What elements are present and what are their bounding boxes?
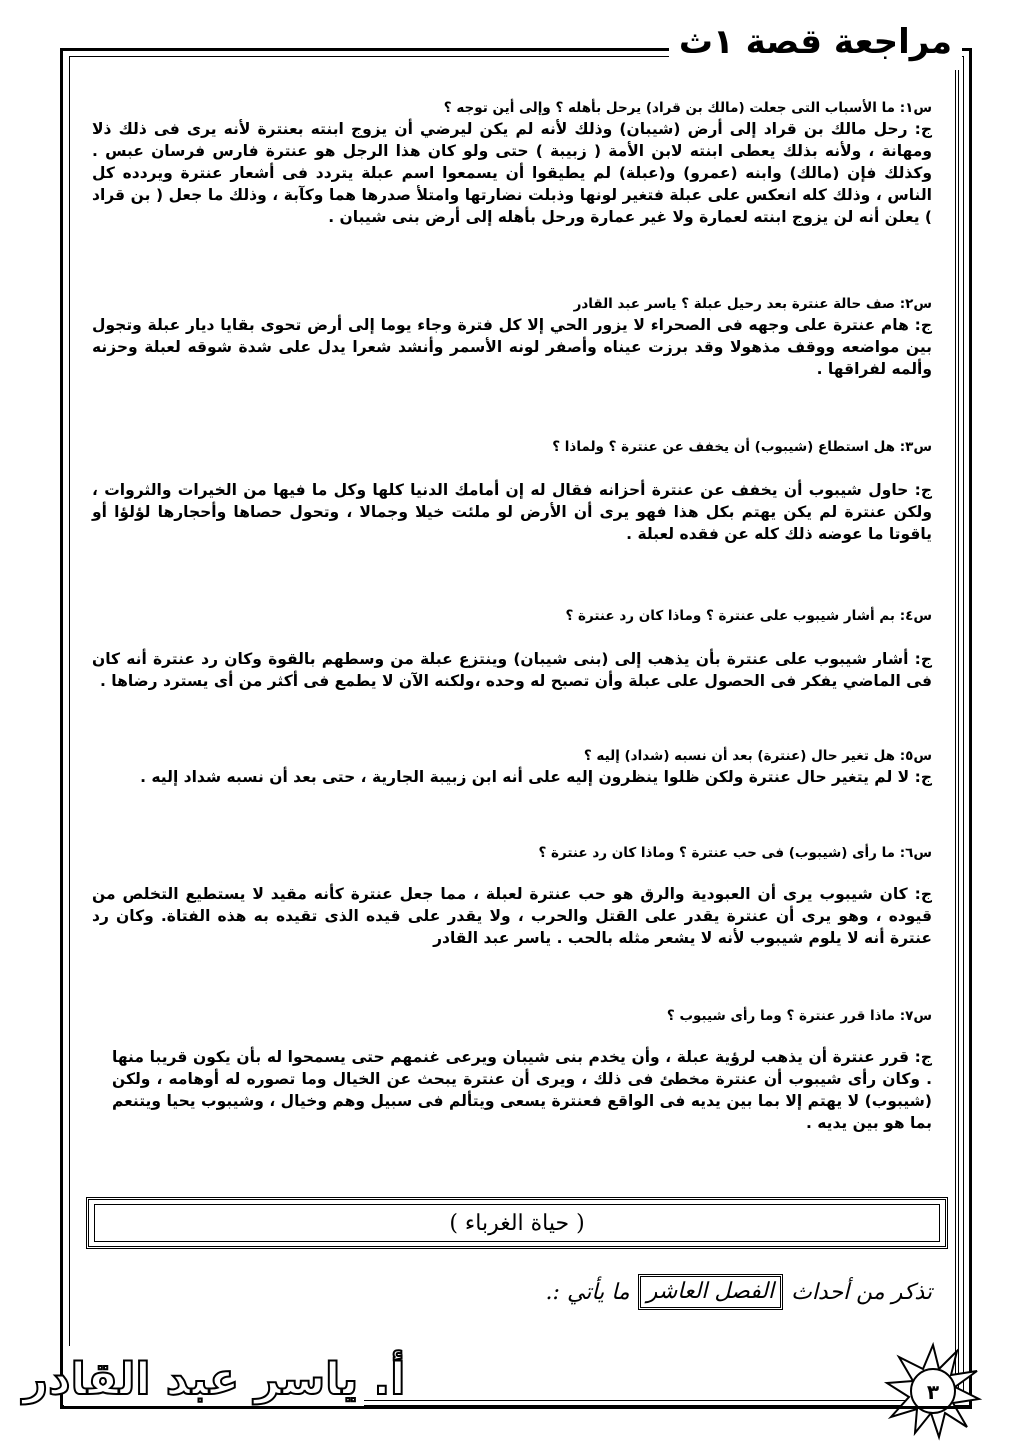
answer-label: ج: bbox=[914, 481, 932, 499]
chapter-banner bbox=[94, 1204, 940, 1242]
question-text: س٦: ما رأى (شيبوب) فى حب عنترة ؟ وماذا كان رد عنترة ؟ bbox=[538, 845, 932, 861]
qa-block-2 bbox=[92, 294, 932, 380]
answer-text bbox=[92, 766, 932, 788]
answer-label: ج: bbox=[914, 316, 933, 334]
answer-text bbox=[92, 118, 932, 228]
question-text: س١: ما الأسباب التى جعلت (مالك بن قراد) يرحل بأهله ؟ وإلى أين توجه ؟ bbox=[443, 100, 932, 116]
signature-text: أ. ياسر عبد القادر bbox=[22, 1354, 406, 1405]
chapter-banner-text: ( حياة الغرباء ) bbox=[449, 1210, 585, 1236]
qa-block-6 bbox=[92, 843, 932, 949]
question-text: س٤: بم أشار شيبوب على عنترة ؟ وماذا كان رد عنترة ؟ bbox=[565, 608, 932, 624]
qa-block-4 bbox=[92, 606, 932, 692]
page-border-right-double bbox=[955, 56, 959, 1401]
qa-block-7 bbox=[92, 1006, 932, 1134]
chapter-name-box: الفصل العاشر bbox=[638, 1274, 783, 1310]
intro-line bbox=[546, 1274, 932, 1310]
question-text: س٥: هل تغير حال (عنترة) بعد أن نسبه (شداد) إليه ؟ bbox=[583, 748, 932, 764]
answer-text bbox=[92, 648, 932, 692]
intro-after: ما يأتي :. bbox=[545, 1279, 630, 1305]
qa-block-3 bbox=[92, 437, 932, 545]
answer-body: أشار شيبوب على عنترة بأن يذهب إلى (بنى شيبان) وينتزع عبلة من وسطهم بالقوة وكان رد عنترة أنه كان فى الماضي يفكر فى الحصول على عبلة وأن تصبح له وحده ،ولكنه الآن لا يطمع فى أكثر من أى يسترد رضاها . bbox=[92, 650, 932, 690]
answer-body: قرر عنترة أن يذهب لرؤية عبلة ، وأن يخدم بنى شيبان ويرعى غنمهم حتى يسمحوا له بأن يكون قريبا منها . وكان رأى شيبوب أن عنترة مخطئ فى ذلك ، ويرى أن عنترة يبحث عن الخيال وما تصوره له أوهامه ، ولكن (شيبوب) لا يهتم إلا بما بين يديه فى الواقع فعنترة يسعى ويتألم فى سبيل وهم وخيال ، وشيبوب يحيا ويتنعم بما هو بين يديه . bbox=[112, 1048, 932, 1132]
intro-before: تذكر من أحداث bbox=[791, 1279, 932, 1305]
answer-body: كان شيبوب يرى أن العبودية والرق هو حب عنترة لعبلة ، مما جعل عنترة كأنه مقيد لا يستطيع التخلص من قيوده ، وهو يرى أن عنترة يقدر على القتل والحرب ، ولا يقدر على قيده الذى تقيده به هذه الفتاة. وكان رد عنترة أنه لا يلوم شيبوب لأنه لا يشعر مثله بالحب . ياسر عبد القادر bbox=[92, 885, 932, 947]
answer-text bbox=[92, 314, 932, 380]
answer-text bbox=[92, 479, 932, 545]
answer-body: رحل مالك بن قراد إلى أرض (شيبان) وذلك لأنه لم يكن ليرضي أن يزوج ابنته بعنترة لأنه يرى فى ذلك ذلا ومهانة ، ولأنه بذلك يعطى ابنته لابن الأمة ( زبيبة ) حتى ولو كان هذا الرجل هو عنترة فارس فرسان عبس . وكذلك فإن (مالك) وابنه (عمرو) و(عبلة) لم يطيقوا أن يسمعوا اسم عبلة يتردد فى أشعار عنترة ويردده كل الناس ، وذلك كله انعكس على عبلة فتغير لونها وذبلت نضارتها وامتلأ صدرها هما وكآبة ، وذلك ما جعل ( بن قراد ) يعلن أنه لن يزوج ابنته لعمارة ولا غير عمارة ورحل بأهله إلى أرض بنى شيبان . bbox=[92, 120, 932, 226]
question-text: س٢: صف حالة عنترة بعد رحيل عبلة ؟ ياسر عبد القادر bbox=[573, 296, 932, 312]
footer-rule bbox=[60, 1406, 972, 1409]
answer-text bbox=[92, 883, 932, 949]
page-number: ٣ bbox=[926, 1380, 940, 1404]
answer-body: هام عنترة على وجهه فى الصحراء لا يزور الحي إلا كل فترة وجاء يوما إلى أرض تحوى بقايا ديار عبلة وتجول بين مواضعه ووقف مذهولا وقد برزت عيناه وأصفر لونه الأسمر وأنشد شعرا يدل على شدة شوقه لعبلة وحزنه وألمه لفراقها . bbox=[92, 316, 932, 378]
answer-body: لا لم يتغير حال عنترة ولكن ظلوا ينظرون إليه على أنه ابن زبيبة الجارية ، حتى بعد أن نسبه شداد إليه . bbox=[140, 768, 910, 786]
answer-body: حاول شيبوب أن يخفف عن عنترة أحزانه فقال له إن أمامك الدنيا كلها وكل ما فيها من الخيرات والثروات ، ولكن عنترة لم يكن يهتم بكل هذا فهو يرى أن الأرض لو ملئت خيلا وجمالا ، وتحول حصاها وأحجارها لؤلؤا أو ياقوتا ما عوضه ذلك كله عن فقده لعبلة . bbox=[92, 481, 932, 543]
author-signature bbox=[22, 1346, 406, 1410]
answer-text bbox=[92, 1046, 932, 1134]
page-number-sun-icon bbox=[885, 1343, 981, 1439]
page-title: مراجعة قصة ١ث bbox=[669, 14, 962, 70]
answer-label: ج: bbox=[914, 768, 932, 786]
answer-label: ج: bbox=[914, 120, 932, 138]
answer-label: ج: bbox=[914, 885, 932, 903]
qa-block-5 bbox=[92, 746, 932, 788]
answer-label: ج: bbox=[914, 1048, 932, 1066]
question-text: س٣: هل استطاع (شيبوب) أن يخفف عن عنترة ؟ ولماذا ؟ bbox=[552, 439, 932, 455]
answer-label: ج: bbox=[914, 650, 933, 668]
question-text: س٧: ماذا قرر عنترة ؟ وما رأى شيبوب ؟ bbox=[666, 1008, 932, 1024]
qa-block-1 bbox=[92, 98, 932, 228]
